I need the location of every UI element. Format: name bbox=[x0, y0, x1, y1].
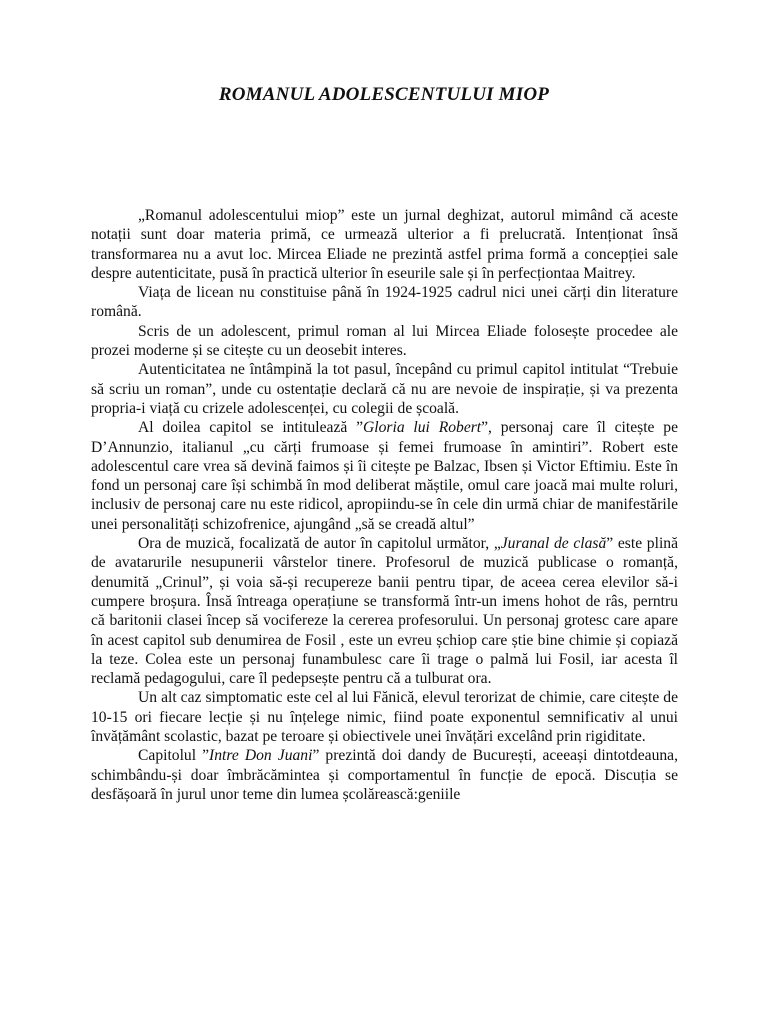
paragraph-1 bbox=[91, 206, 678, 283]
paragraph-8-text-after: ” prezintă doi dandy de București, aceeași dintotdeauna, schimbându-și doar îmbrăcămintea și comportamentul în funcție de epocă. Discuția se desfășoară în jurul unor teme din lumea școlărească:geniile bbox=[91, 747, 678, 803]
paragraph-5-text-after: ”, personaj care îl citește pe D’Annunzio, italianul „cu cărți frumoase și femei frumoase în amintiri”. Robert este adolescentul care vrea să devină faimos și îi citește pe Balzac, Ibsen și Victor Eftimiu. Este în fond un personaj care își schimbă în mod deliberat măștile, omul care joacă mai multe roluri, inclusiv de personaj care nu este ridicol, apropiindu-se în cele din urmă chiar de manifestările unei personalități schizofrenice, ajungând „să se creadă altul” bbox=[91, 419, 678, 533]
paragraph-6 bbox=[91, 534, 678, 688]
document-title: ROMANUL ADOLESCENTULUI MIOP bbox=[218, 84, 550, 105]
paragraph-7-text: Un alt caz simptomatic este cel al lui Fănică, elevul terorizat de chimie, care citește de 10-15 ori fiecare lecție și nu înțelege nimic, fiind poate exponentul semnificativ al unui învățământ scolastic, bazat pe teroare și obiectivele unei învățări excelând prin rigiditate. bbox=[91, 689, 678, 746]
paragraph-2 bbox=[91, 283, 678, 322]
paragraph-3 bbox=[91, 322, 678, 361]
paragraph-2-text: Viața de licean nu constituise până în 1924-1925 cadrul nici unei cărți din literature română. bbox=[91, 284, 678, 321]
paragraph-8-text-before: Capitolul ” bbox=[138, 747, 210, 765]
paragraph-1-text: „Romanul adolescentului miop” este un jurnal deghizat, autorul mimând că aceste notații sunt doar materia primă, ce urmează ulterior a fi prelucrată. Intenționat însă transformarea nu a avut loc. Mircea Eliade ne prezintă astfel prima formă a concepției sale despre autenticitate, pusă în practică ulterior în eseurile sale și în perfecționtaa Maitrey. bbox=[91, 207, 678, 282]
paragraph-6-text-after: ” este plină de avatarurile nesupunerii vârstelor tinere. Profesorul de muzică publicase o romanță, denumită „Crinul”, și voia să-și recupereze banii pentru tipar, de aceea cerea elevilor să-i cumpere broșura. Însă întreaga operațiune se transformă într-un imens hohot de râs, perntru că baritonii clasei încep să vocifereze la cererea profesorului. Un personaj grotesc care apare în acest capitol sub denumirea de Fosil , este un evreu șchiop care știe bine chimie și copiază la teze. Colea este un personaj funambulesc care îi trage o palmă lui Fosil, iar acesta îl reclamă pedagogului, care îl pedepsește pentru că a tulburat ora. bbox=[91, 535, 678, 688]
paragraph-5 bbox=[91, 418, 678, 534]
paragraph-7 bbox=[91, 688, 678, 746]
paragraph-8 bbox=[91, 746, 678, 804]
chapter-title-gloria-lui-robert: Gloria lui Robert bbox=[363, 419, 482, 437]
paragraph-5-text-before: Al doilea capitol se intitulează ” bbox=[138, 419, 364, 437]
paragraph-4-text: Autenticitatea ne întâmpină la tot pasul, începând cu primul capitol intitulat “Trebuie să scriu un roman”, unde cu ostentație declară că nu are nevoie de inspirație, și va prezenta propria-i viață cu crizele adolescenței, cu colegii de școală. bbox=[91, 361, 678, 417]
paragraph-6-text-before: Ora de muzică, focalizată de autor în capitolul următor, „ bbox=[138, 535, 501, 553]
chapter-title-intre-don-juani: Intre Don Juani bbox=[209, 747, 313, 765]
document-body bbox=[91, 206, 678, 804]
paragraph-4 bbox=[91, 360, 678, 418]
paragraph-3-text: Scris de un adolescent, primul roman al lui Mircea Eliade folosește procedee ale prozei moderne și se citește cu un deosebit interes. bbox=[91, 322, 678, 360]
chapter-title-juranal-de-clasa: Juranal de clasă bbox=[500, 535, 607, 553]
